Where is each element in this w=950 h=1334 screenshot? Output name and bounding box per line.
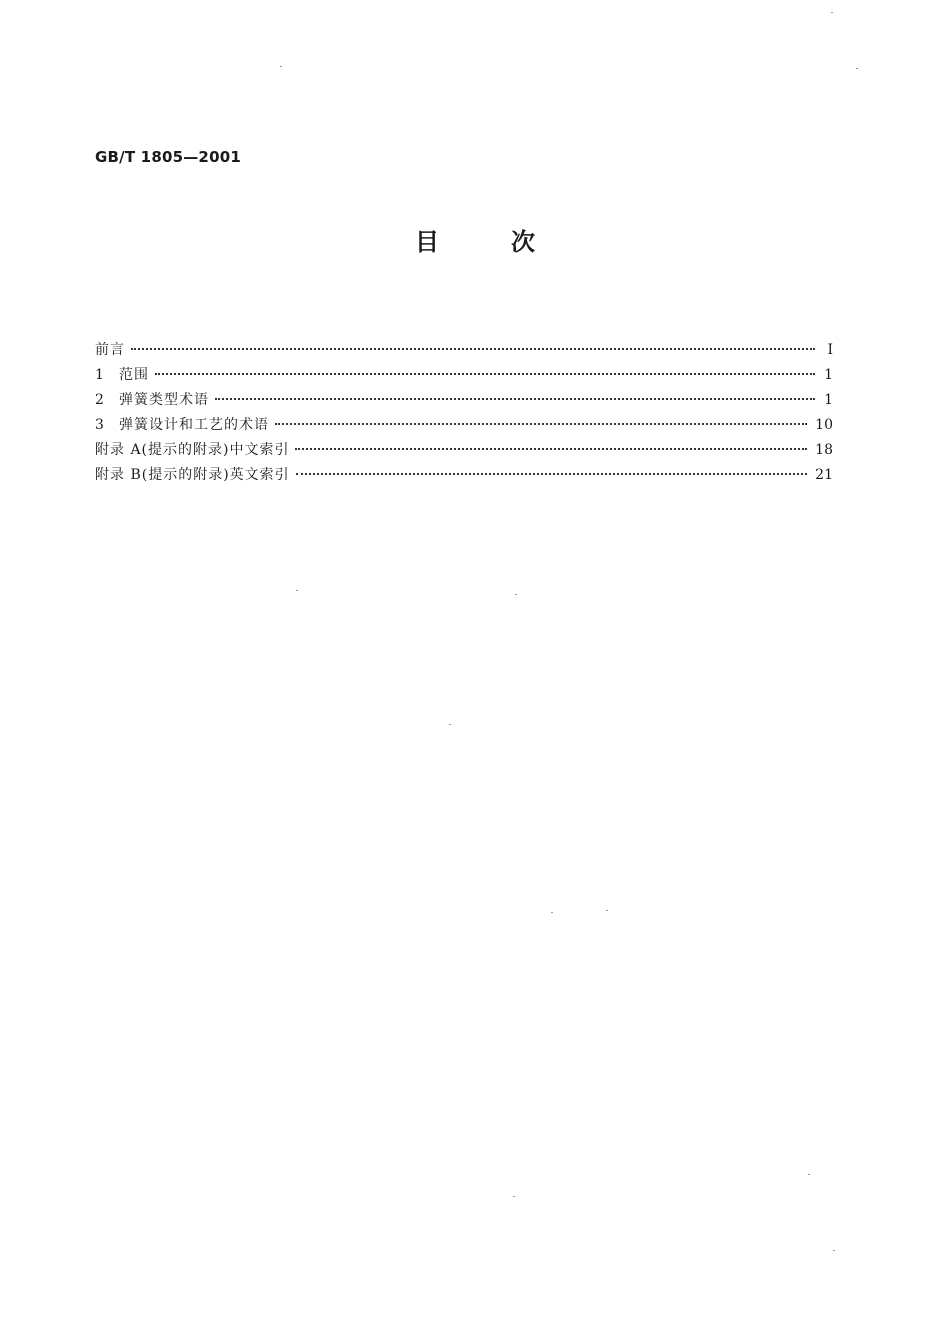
scan-speck bbox=[280, 66, 282, 67]
toc-leader-dots bbox=[215, 398, 815, 400]
toc-entry-spring-types[interactable] bbox=[95, 388, 835, 413]
toc-entry-page: 18 bbox=[815, 442, 833, 458]
scan-speck bbox=[513, 1196, 515, 1197]
scan-speck bbox=[856, 68, 858, 69]
scan-speck bbox=[296, 590, 298, 591]
toc-title-char-2: 次 bbox=[511, 228, 535, 256]
toc-entry-label: 附录 B(提示的附录)英文索引 bbox=[95, 467, 290, 483]
toc-entry-label: 前言 bbox=[95, 342, 125, 358]
toc-leader-dots bbox=[295, 448, 807, 450]
scan-speck bbox=[831, 12, 833, 13]
toc-entry-appendix-b[interactable] bbox=[95, 463, 835, 488]
toc-entry-foreword[interactable] bbox=[95, 338, 835, 363]
toc-entry-number: 1 bbox=[95, 367, 104, 383]
toc-title bbox=[0, 222, 950, 257]
toc-entry-label: 范围 bbox=[119, 367, 149, 383]
toc-entry-page: 10 bbox=[815, 417, 833, 433]
toc-entry-page: 1 bbox=[824, 367, 833, 383]
toc-entry-number: 2 bbox=[95, 392, 104, 408]
toc-entry-label: 弹簧类型术语 bbox=[119, 392, 209, 408]
toc-leader-dots bbox=[296, 473, 808, 475]
toc-entry-design-process-terms[interactable] bbox=[95, 413, 835, 438]
scan-speck bbox=[606, 910, 608, 911]
toc-entry-label: 弹簧设计和工艺的术语 bbox=[119, 417, 269, 433]
toc-entry-page: 21 bbox=[815, 467, 833, 483]
scan-speck bbox=[808, 1174, 810, 1175]
toc-entry-page: 1 bbox=[824, 392, 833, 408]
toc-leader-dots bbox=[155, 373, 815, 375]
scan-speck bbox=[515, 594, 517, 595]
toc-leader-dots bbox=[131, 348, 815, 350]
toc-title-char-1: 目 bbox=[415, 228, 439, 256]
toc-entry-scope[interactable] bbox=[95, 363, 835, 388]
scan-speck bbox=[449, 724, 451, 725]
standard-number: GB/T 1805—2001 bbox=[95, 148, 241, 166]
toc-leader-dots bbox=[275, 423, 807, 425]
scan-speck bbox=[833, 1250, 835, 1251]
toc-entry-number: 3 bbox=[95, 417, 104, 433]
toc-entry-label: 附录 A(提示的附录)中文索引 bbox=[95, 442, 290, 458]
scan-speck bbox=[551, 912, 553, 913]
toc-entry-appendix-a[interactable] bbox=[95, 438, 835, 463]
table-of-contents bbox=[95, 338, 835, 488]
toc-entry-page: I bbox=[827, 342, 833, 358]
